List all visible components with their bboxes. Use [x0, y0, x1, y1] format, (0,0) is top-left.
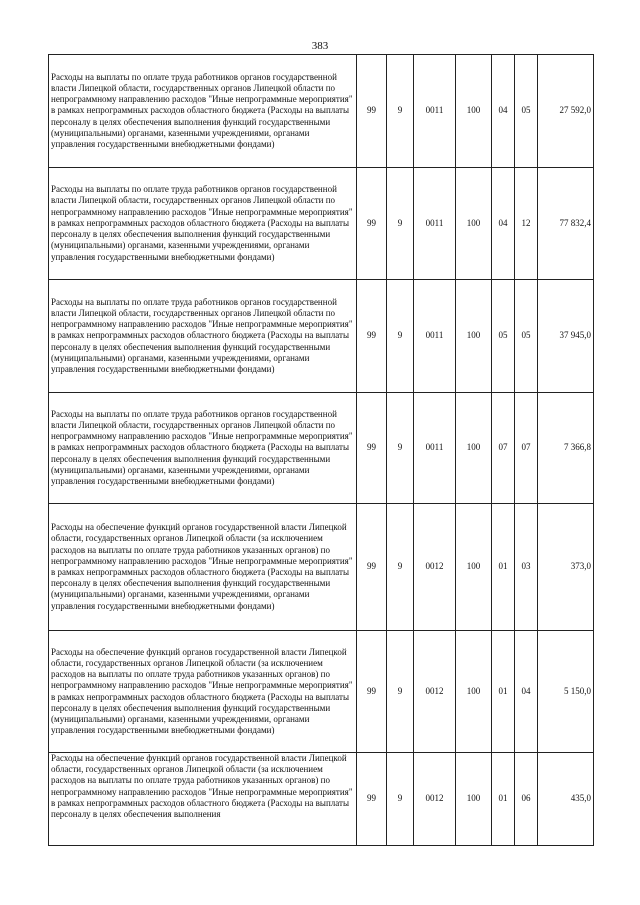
code-cell: 9 [387, 753, 414, 846]
page-number: 383 [311, 40, 329, 52]
table-row [49, 280, 594, 393]
amount-cell: 373,0 [538, 504, 594, 631]
amount-cell: 27 592,0 [538, 55, 594, 168]
row-description: Расходы на обеспечение функций органов государственной власти Липецкой области, государственных органов Липецкой области (за исключением расходов на выплаты по оплате труда работников указанных органов) по непрограммному направлению расходов "Иные непрограммные мероприятия" в рамках непрограммных расходов областного бюджета (Расходы на выплаты персоналу в целях обеспечения выполнения функций государственными (муниципальными) органами, казенными учреждениями, органами управления государственными внебюджетными фондами) [49, 631, 357, 753]
table-row [49, 168, 594, 280]
table-row [49, 393, 594, 504]
code-cell: 100 [456, 504, 492, 631]
code-cell: 06 [515, 753, 538, 846]
code-cell: 05 [515, 55, 538, 168]
code-cell: 100 [456, 753, 492, 846]
code-cell: 99 [357, 393, 387, 504]
row-description: Расходы на выплаты по оплате труда работников органов государственной власти Липецкой области, государственных органов Липецкой области по непрограммному направлению расходов "Иные непрограммные мероприятия" в рамках непрограммных расходов областного бюджета (Расходы на выплаты персоналу в целях обеспечения выполнения функций государственными (муниципальными) органами, казенными учреждениями, органами управления государственными внебюджетными фондами) [49, 55, 357, 168]
code-cell: 03 [515, 504, 538, 631]
row-description: Расходы на выплаты по оплате труда работников органов государственной власти Липецкой области, государственных органов Липецкой области по непрограммному направлению расходов "Иные непрограммные мероприятия" в рамках непрограммных расходов областного бюджета (Расходы на выплаты персоналу в целях обеспечения выполнения функций государственными (муниципальными) органами, казенными учреждениями, органами управления государственными внебюджетными фондами) [49, 393, 357, 504]
code-cell: 9 [387, 55, 414, 168]
code-cell: 100 [456, 168, 492, 280]
code-cell: 100 [456, 393, 492, 504]
code-cell: 99 [357, 631, 387, 753]
code-cell: 9 [387, 504, 414, 631]
code-cell: 04 [515, 631, 538, 753]
budget-table [48, 54, 594, 846]
code-cell: 01 [492, 504, 515, 631]
code-cell: 9 [387, 280, 414, 393]
code-cell: 01 [492, 631, 515, 753]
code-cell: 0011 [414, 280, 456, 393]
code-cell: 07 [492, 393, 515, 504]
amount-cell: 37 945,0 [538, 280, 594, 393]
row-description: Расходы на выплаты по оплате труда работников органов государственной власти Липецкой области, государственных органов Липецкой области по непрограммному направлению расходов "Иные непрограммные мероприятия" в рамках непрограммных расходов областного бюджета (Расходы на выплаты персоналу в целях обеспечения выполнения функций государственными (муниципальными) органами, казенными учреждениями, органами управления государственными внебюджетными фондами) [49, 280, 357, 393]
code-cell: 100 [456, 280, 492, 393]
amount-cell: 7 366,8 [538, 393, 594, 504]
code-cell: 04 [492, 168, 515, 280]
code-cell: 99 [357, 753, 387, 846]
code-cell: 04 [492, 55, 515, 168]
code-cell: 9 [387, 631, 414, 753]
row-description: Расходы на обеспечение функций органов государственной власти Липецкой области, государственных органов Липецкой области (за исключением расходов на выплаты по оплате труда работников указанных органов) по непрограммному направлению расходов "Иные непрограммные мероприятия" в рамках непрограммных расходов областного бюджета (Расходы на выплаты персоналу в целях обеспечения выполнения [51, 753, 353, 820]
row-description: Расходы на выплаты по оплате труда работников органов государственной власти Липецкой области, государственных органов Липецкой области по непрограммному направлению расходов "Иные непрограммные мероприятия" в рамках непрограммных расходов областного бюджета (Расходы на выплаты персоналу в целях обеспечения выполнения функций государственными (муниципальными) органами, казенными учреждениями, органами управления государственными внебюджетными фондами) [49, 168, 357, 280]
code-cell: 0012 [414, 504, 456, 631]
code-cell: 99 [357, 280, 387, 393]
code-cell: 0012 [414, 631, 456, 753]
code-cell: 01 [492, 753, 515, 846]
row-description: Расходы на обеспечение функций органов государственной власти Липецкой области, государственных органов Липецкой области (за исключением расходов на выплаты по оплате труда работников указанных органов) по непрограммному направлению расходов "Иные непрограммные мероприятия" в рамках непрограммных расходов областного бюджета (Расходы на выплаты персоналу в целях обеспечения выполнения функций государственными (муниципальными) органами, казенными учреждениями, органами управления государственными внебюджетными фондами) [49, 504, 357, 631]
code-cell: 12 [515, 168, 538, 280]
code-cell: 9 [387, 393, 414, 504]
code-cell: 100 [456, 631, 492, 753]
code-cell: 0011 [414, 393, 456, 504]
table-row [49, 753, 594, 846]
row-description-cell [49, 753, 357, 846]
code-cell: 99 [357, 504, 387, 631]
code-cell: 05 [515, 280, 538, 393]
code-cell: 100 [456, 55, 492, 168]
code-cell: 0011 [414, 55, 456, 168]
amount-cell: 435,0 [538, 753, 594, 846]
table-row [49, 631, 594, 753]
code-cell: 99 [357, 168, 387, 280]
code-cell: 9 [387, 168, 414, 280]
code-cell: 07 [515, 393, 538, 504]
amount-cell: 77 832,4 [538, 168, 594, 280]
code-cell: 05 [492, 280, 515, 393]
table-row [49, 55, 594, 168]
code-cell: 0012 [414, 753, 456, 846]
table-row [49, 504, 594, 631]
code-cell: 0011 [414, 168, 456, 280]
amount-cell: 5 150,0 [538, 631, 594, 753]
code-cell: 99 [357, 55, 387, 168]
